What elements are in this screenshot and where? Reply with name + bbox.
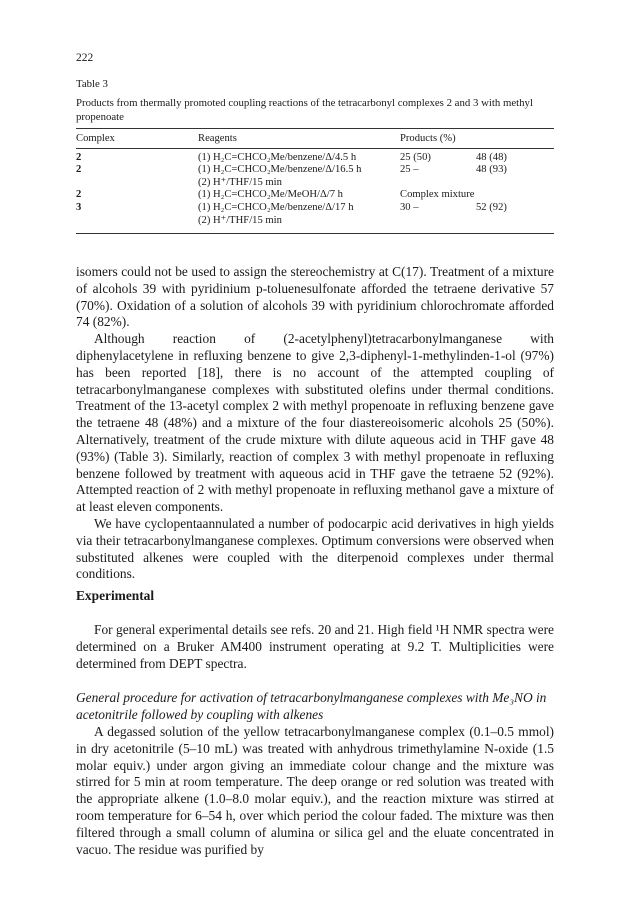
cell-products — [400, 164, 554, 189]
reagent-step: (2) H⁺/THF/15 min — [198, 176, 282, 188]
results-table — [76, 128, 554, 234]
product-1: 30 – — [400, 202, 419, 213]
table-row — [76, 148, 554, 164]
product-1: 25 (50) — [400, 151, 431, 163]
header-reagents: Reagents — [198, 129, 400, 148]
cell-complex: 2 — [76, 189, 82, 201]
paragraph-3: We have cyclopentaannulated a number of podocarpic acid derivatives in high yields via their tetracarbonylmanganese complexes. Optimum conversions were observed when substituted alkenes were coupled with the diterpenoid complexes under thermal conditions. — [76, 515, 554, 582]
product-1: 25 – — [400, 164, 419, 176]
table-header-row — [76, 129, 554, 148]
cell-products — [400, 202, 554, 234]
table-label: Table 3 — [76, 78, 108, 90]
cell-reagents — [198, 164, 400, 189]
product-2: 48 (48) — [476, 151, 507, 163]
cell-products — [400, 189, 554, 202]
product-1: Complex mixture — [400, 189, 475, 201]
reagent-step: (1) H₂C=CHCO₂Me/benzene/Δ/16.5 h — [198, 164, 362, 176]
experimental-heading: Experimental — [76, 588, 155, 603]
product-2: 52 (92) — [476, 202, 507, 213]
procedure-text — [76, 724, 554, 858]
experimental-paragraph-2: A degassed solution of the yellow tetracarbonylmanganese complex (0.1–0.5 mmol) in dry acetonitrile (5–10 mL) was treated with anhydrous trimethylamine N-oxide (1.5 molar equiv.) under argon giving an immediate colour change and the mixture was stirred for 5 min at room temperature. The deep orange or red solution was treated with the appropriate alkene (1.0–8.0 molar equiv.), and the reaction mixture was stirred at room temperature for 6–54 h, over which period the colour faded. The mixture was then filtered through a small column of alumina or silica gel and the eluate concentrated in vacuo. The residue was purified by — [76, 724, 554, 857]
product-2: 48 (93) — [476, 164, 507, 176]
procedure-subheading: General procedure for activation of tetracarbonylmanganese complexes with Me₃NO in acetonitrile followed by coupling with alkenes — [76, 690, 547, 722]
page-number: 222 — [76, 52, 94, 64]
reagent-step: (1) H₂C=CHCO₂Me/benzene/Δ/17 h — [198, 202, 354, 213]
table-row — [76, 164, 554, 189]
cell-complex: 2 — [76, 151, 82, 163]
reagent-step: (2) H⁺/THF/15 min — [198, 214, 282, 226]
table-row — [76, 189, 554, 202]
cell-reagents — [198, 202, 400, 234]
table-row — [76, 202, 554, 234]
reagent-step: (1) H₂C=CHCO₂Me/MeOH/Δ/7 h — [198, 189, 343, 201]
cell-complex: 3 — [76, 202, 198, 234]
cell-reagents — [198, 189, 400, 202]
cell-reagents — [198, 148, 400, 164]
experimental-paragraph-1: For general experimental details see refs. 20 and 21. High field ¹H NMR spectra were determined on a Bruker AM400 instrument operating at 9.2 T. Multiplicities were determined from DEPT spectra. — [76, 622, 554, 671]
reagent-step: (1) H₂C=CHCO₂Me/benzene/Δ/4.5 h — [198, 151, 357, 163]
cell-complex: 2 — [76, 164, 82, 176]
header-complex: Complex — [76, 129, 198, 148]
table-caption: Products from thermally promoted coupling reactions of the tetracarbonyl complexes 2 and 3 with methyl propenoate — [76, 97, 533, 123]
experimental-intro — [76, 622, 554, 672]
paragraph-1: isomers could not be used to assign the stereochemistry at C(17). Treatment of a mixture of alcohols 39 with pyridinium p-toluenesulfonate afforded the tetraene derivative 57 (70%). Oxidation of a solution of alcohols 39 with pyridinium chlorochromate afforded 74 (82%). — [76, 264, 554, 330]
discussion-text — [76, 264, 554, 583]
table-3 — [76, 78, 554, 234]
table-body — [76, 148, 554, 234]
header-products: Products (%) — [400, 129, 554, 148]
cell-products — [400, 148, 554, 164]
paragraph-2: Although reaction of (2-acetylphenyl)tetracarbonylmanganese with diphenylacetylene in refluxing benzene to give 2,3-diphenyl-1-methylinden-1-ol (97%) has been reported [18], there is no account of the attempted coupling of tetracarbonylmanganese complexes with substituted olefins under thermal conditions. Treatment of the 13-acetyl complex 2 with methyl propenoate in refluxing benzene gave the tetraene 48 (48%) and a mixture of the four diastereoisomeric alcohols 25 (50%). Alternatively, treatment of the crude mixture with dilute aqueous acid in THF gave 48 (93%) (Table 3). Similarly, reaction of complex 3 with methyl propenoate in refluxing benzene followed by treatment with aqueous acid in THF gave the tetraene 52 (92%). Attempted reaction of 2 with methyl propenoate in refluxing methanol gave a mixture of at least eleven components. — [76, 331, 554, 515]
